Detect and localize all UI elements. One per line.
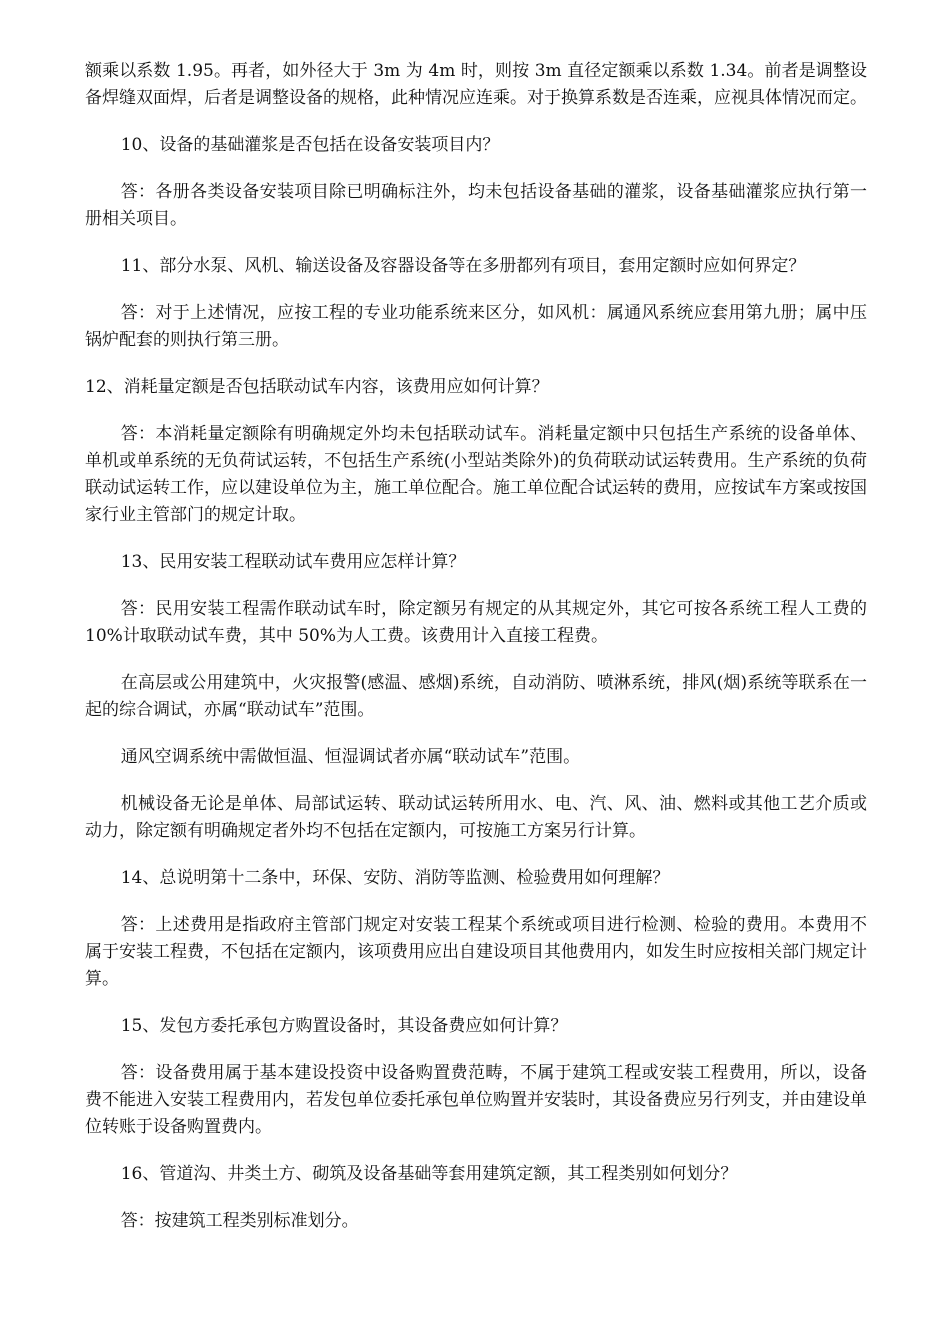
question-12: 12、消耗量定额是否包括联动试车内容，该费用应如何计算？ — [85, 377, 549, 397]
answer-15: 答：设备费用属于基本建设投资中设备购置费范畴，不属于建筑工程或安装工程费用，所以，设备费不能进入安装工程费用内，若发包单位委托承包单位购置并安装时，其设备费应另行列支，并由建设单位转账于设备购置费内。 — [85, 1063, 867, 1137]
answer-12: 答：本消耗量定额除有明确规定外均未包括联动试车。消耗量定额中只包括生产系统的设备单体、单机或单系统的无负荷试运转，不包括生产系统(小型站类除外)的负荷联动试运转费用。生产系统的负荷联动试运转工作，应以建设单位为主，施工单位配合。施工单位配合试运转的费用，应按试车方案或按国家行业主管部门的规定计取。 — [85, 424, 867, 525]
question-10: 10、设备的基础灌浆是否包括在设备安装项目内？ — [120, 135, 500, 155]
question-11: 11、部分水泵、风机、输送设备及容器设备等在多册都列有项目，套用定额时应如何界定？ — [120, 256, 806, 276]
answer-14: 答：上述费用是指政府主管部门规定对安装工程某个系统或项目进行检测、检验的费用。本费用不属于安装工程费，不包括在定额内，该项费用应出自建设项目其他费用内，如发生时应按相关部门规定计算。 — [85, 915, 867, 989]
answer-16: 答：按建筑工程类别标准划分。 — [120, 1211, 359, 1231]
continued-paragraph: 额乘以系数 1.95。再者，如外径大于 3m 为 4m 时，则按 3m 直径定额乘以系数 1.34。前者是调整设备焊缝双面焊，后者是调整设备的规格，此种情况应连乘。对于换算系数是否连乘，应视具体情况而定。 — [85, 61, 867, 108]
question-14: 14、总说明第十二条中，环保、安防、消防等监测、检验费用如何理解？ — [120, 868, 670, 888]
document-page — [85, 58, 867, 1255]
answer-13-note-3: 机械设备无论是单体、局部试运转、联动试运转所用水、电、汽、风、油、燃料或其他工艺介质或动力，除定额有明确规定者外均不包括在定额内，可按施工方案另行计算。 — [85, 794, 867, 841]
question-15: 15、发包方委托承包方购置设备时，其设备费应如何计算？ — [120, 1016, 568, 1036]
answer-13-note-2: 通风空调系统中需做恒温、恒湿调试者亦属“联动试车”范围。 — [120, 747, 581, 767]
question-13: 13、民用安装工程联动试车费用应怎样计算？ — [120, 552, 466, 572]
answer-11: 答：对于上述情况，应按工程的专业功能系统来区分，如风机：属通风系统应套用第九册；属中压锅炉配套的则执行第三册。 — [85, 303, 867, 350]
answer-10: 答：各册各类设备安装项目除已明确标注外，均未包括设备基础的灌浆，设备基础灌浆应执行第一册相关项目。 — [85, 182, 867, 229]
answer-13-note-1: 在高层或公用建筑中，火灾报警(感温、感烟)系统，自动消防、喷淋系统，排风(烟)系统等联系在一起的综合调试，亦属“联动试车”范围。 — [85, 673, 867, 720]
answer-13: 答：民用安装工程需作联动试车时，除定额另有规定的从其规定外，其它可按各系统工程人工费的 10%计取联动试车费，其中 50%为人工费。该费用计入直接工程费。 — [85, 599, 867, 646]
question-16: 16、管道沟、井类土方、砌筑及设备基础等套用建筑定额，其工程类别如何划分？ — [120, 1164, 738, 1184]
